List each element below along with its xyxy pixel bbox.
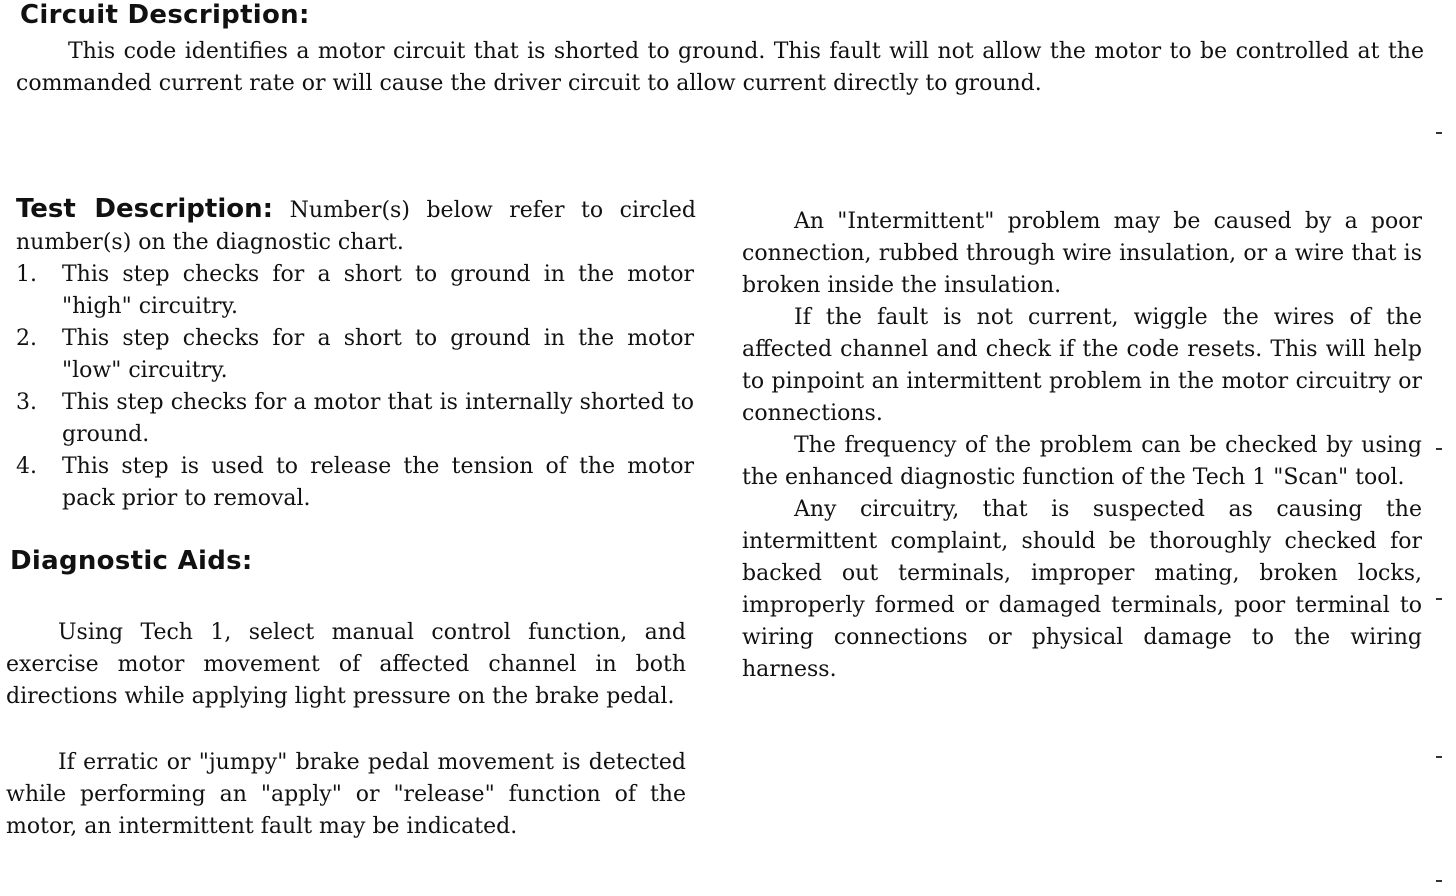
step-text: This step checks for a short to ground in the motor "high" circuitry.: [62, 262, 694, 319]
step-number: 4.: [16, 454, 37, 479]
step-text: This step checks for a short to ground in the motor "low" circuitry.: [62, 326, 694, 383]
scan-mark: [1436, 756, 1442, 758]
step-number: 1.: [16, 262, 37, 287]
right-column-paragraph: The frequency of the problem can be checked by using the enhanced diagnostic function of the Tech 1 "Scan" tool.: [742, 433, 1422, 490]
step-text: This step checks for a motor that is internally shorted to ground.: [62, 390, 694, 447]
diagnostic-aids-paragraph: If erratic or "jumpy" brake pedal movement is detected while performing an "apply" or "release" function of the motor, an intermittent fault may be indicated.: [6, 750, 686, 839]
scan-mark: [1436, 448, 1442, 450]
list-item: [16, 259, 694, 323]
step-text: This step is used to release the tension of the motor pack prior to removal.: [62, 454, 694, 511]
diagnostic-aids-heading: Diagnostic Aids:: [10, 546, 253, 576]
test-steps-list: [16, 259, 694, 515]
list-item: [16, 387, 694, 451]
right-column-paragraph: Any circuitry, that is suspected as causing the intermittent complaint, should be thoroughly checked for backed out terminals, improper mating, broken locks, improperly formed or damaged terminals, poor terminal to wiring connections or physical damage to the wiring harness.: [742, 497, 1422, 682]
list-item: [16, 323, 694, 387]
step-number: 2.: [16, 326, 37, 351]
right-column-paragraph: If the fault is not current, wiggle the wires of the affected channel and check if the code resets. This will help to pinpoint an intermittent problem in the motor circuitry or connections.: [742, 305, 1422, 426]
list-item: [16, 451, 694, 515]
test-description-intro: [16, 193, 696, 259]
circuit-description-text: This code identifies a motor circuit that is shorted to ground. This fault will not allow the motor to be controlled at the commanded current rate or will cause the driver circuit to allow current directly to ground.: [16, 39, 1424, 96]
right-column: [742, 206, 1422, 686]
right-column-paragraph: An "Intermittent" problem may be caused by a poor connection, rubbed through wire insulation, or a wire that is broken inside the insulation.: [742, 209, 1422, 298]
diagnostic-aids-paragraph: Using Tech 1, select manual control function, and exercise motor movement of affected channel in both directions while applying light pressure on the brake pedal.: [6, 620, 686, 709]
scan-mark: [1436, 132, 1442, 134]
test-description-heading: Test Description:: [16, 194, 273, 224]
circuit-description-heading: Circuit Description:: [20, 0, 310, 30]
scan-mark: [1436, 598, 1442, 600]
scan-mark: [1436, 880, 1442, 882]
step-number: 3.: [16, 390, 37, 415]
test-description-intro-text: Number(s) below refer to circled number(s) on the diagnostic chart.: [16, 198, 696, 255]
